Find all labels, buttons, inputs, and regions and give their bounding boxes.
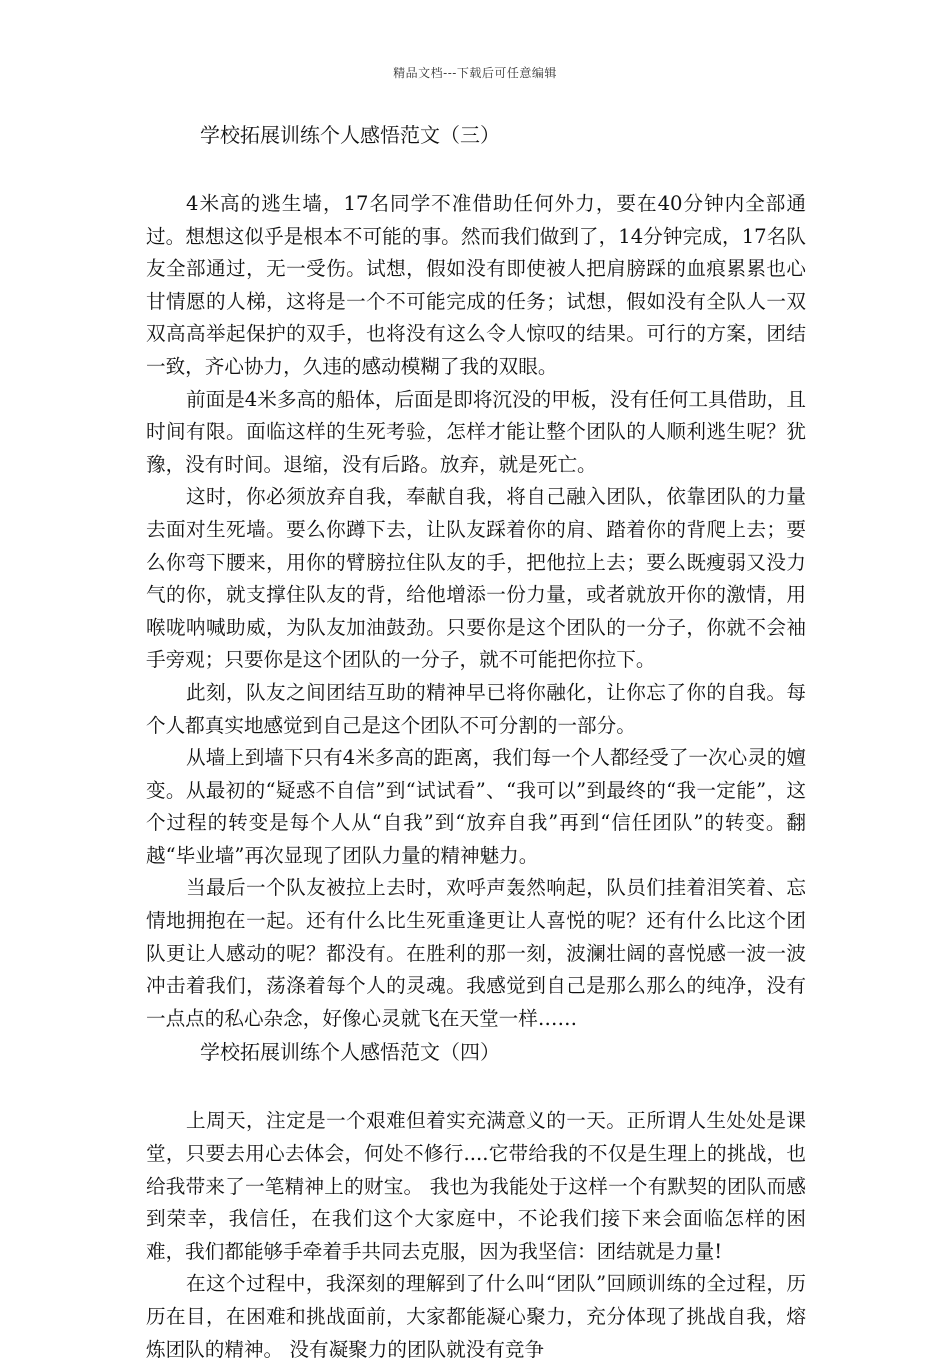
section-title: 学校拓展训练个人感悟范文（三） [200,123,500,147]
section-title: 学校拓展训练个人感悟范文（四） [200,1040,500,1065]
paragraph: 前面是4米多高的船体，后面是即将沉没的甲板，没有任何工具借助，且时间有限。面临这样的生死考验，怎样才能让整个团队的人顺利逃生呢？犹豫，没有时间。退缩，没有后路。放弃，就是死亡。 [146,387,806,476]
paragraph: 上周天，注定是一个艰难但着实充满意义的一天。正所谓人生处处是课堂，只要去用心去体会，何处不修行....它带给我的不仅是生理上的挑战，也给我带来了一笔精神上的财宝。 我也为我能处于这样一个有默契的团队而感到荣幸，我信任，在我们这个大家庭中，不论我们接下来会面临怎样的困难，我们都能够手牵着手共同去克服，因为我坚信：团结就是力量! [146,1109,806,1263]
paragraph: 4米高的逃生墙，17名同学不准借助任何外力，要在40分钟内全部通过。想想这似乎是根本不可能的事。然而我们做到了，14分钟完成，17名队友全部通过，无一受伤。试想，假如没有即使被人把肩膀踩的血痕累累也心甘情愿的人梯，这将是一个不可能完成的任务；试想，假如没有全队人一双双高高举起保护的双手，也将没有这么令人惊叹的结果。可行的方案，团结一致，齐心协力，久违的感动模糊了我的双眼。 [146,192,806,378]
page-header: 精品文档---下载后可任意编辑 [393,66,557,80]
section-four [146,1035,806,1366]
paragraph: 此刻，队友之间团结互助的精神早已将你融化，让你忘了你的自我。每个人都真实地感觉到自己是这个团队不可分割的一部分。 [146,680,806,737]
title-spacer [146,1070,806,1105]
paragraph: 这时，你必须放弃自我，奉献自我，将自己融入团队，依靠团队的力量去面对生死墙。要么你蹲下去，让队友踩着你的肩、踏着你的背爬上去；要么你弯下腰来，用你的臂膀拉住队友的手，把他拉上去；要么既瘦弱又没力气的你，就支撑住队友的背，给他增添一份力量，或者就放开你的激情，用喉咙呐喊助威，为队友加油鼓劲。只要你是这个团队的一分子，你就不会袖手旁观；只要你是这个团队的一分子，就不可能把你拉下。 [146,485,806,672]
paragraph: 在这个过程中，我深刻的理解到了什么叫“团队”回顾训练的全过程，历历在目，在困难和挑战面前，大家都能凝心聚力，充分体现了挑战自我，熔炼团队的精神。 没有凝聚力的团队就没有竞争 [146,1272,806,1361]
document-body [146,118,806,1366]
paragraph: 当最后一个队友被拉上去时，欢呼声轰然响起，队员们挂着泪笑着、忘情地拥抱在一起。还有什么比生死重逢更让人喜悦的呢？还有什么比这个团队更让人感动的呢？都没有。在胜利的那一刻，波澜壮阔的喜悦感一波一波冲击着我们，荡涤着每个人的灵魂。我感觉到自己是那么那么的纯净，没有一点点的私心杂念，好像心灵就飞在天堂一样…… [146,876,806,1030]
paragraph: 从墙上到墙下只有4米多高的距离，我们每一个人都经受了一次心灵的嬗变。从最初的“疑惑不自信”到“试试看”、“我可以”到最终的“我一定能”，这个过程的转变是每个人从“自我”到“放弃自我”再到“信任团队”的转变。翻越“毕业墙”再次显现了团队力量的精神魅力。 [146,746,806,867]
title-spacer [146,153,806,188]
section-three [146,118,806,1035]
